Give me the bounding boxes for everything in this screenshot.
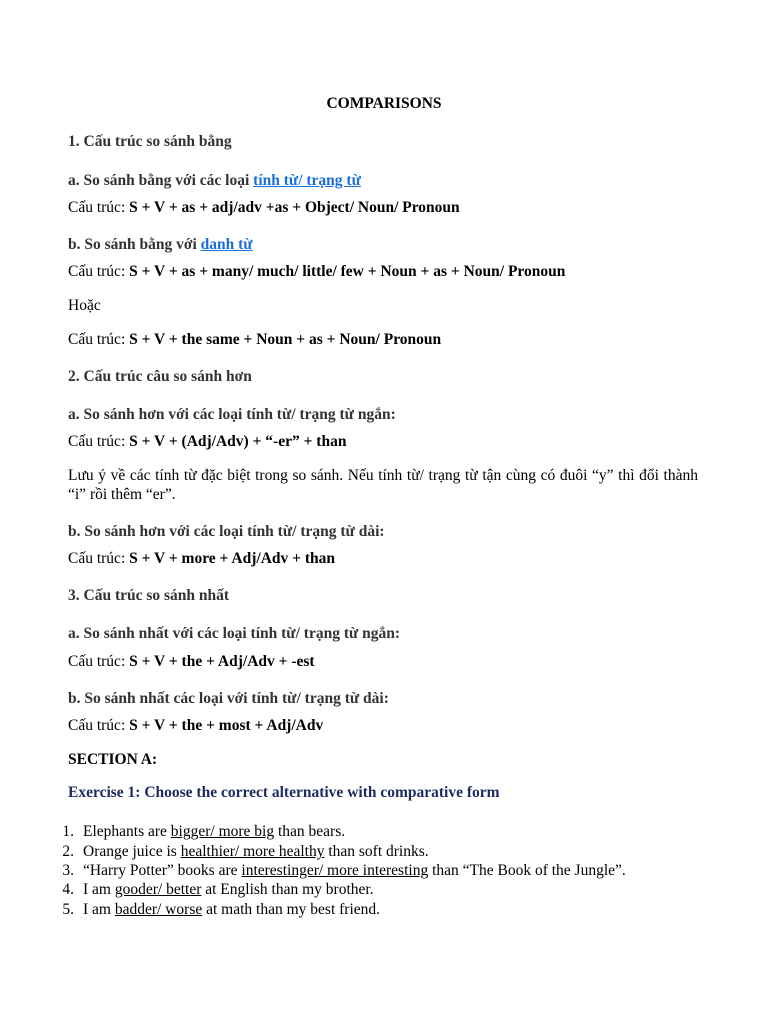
list-item-number: 5. [62, 901, 74, 918]
item-pre: Elephants are [83, 823, 171, 840]
structure-formula: S + V + the + Adj/Adv + -est [129, 653, 315, 670]
structure-2a [68, 432, 346, 451]
structure-label: Cấu trúc: [68, 550, 130, 567]
list-item-number: 2. [62, 843, 74, 860]
section-1-heading: 1. Cấu trúc so sánh bằng [68, 133, 232, 150]
link-trang-tu[interactable]: trạng từ [306, 172, 361, 189]
item-choice: healthier/ more healthy [180, 843, 325, 860]
structure-formula: S + V + as + adj/adv +as + Object/ Noun/ Pronoun [129, 199, 460, 216]
section-3b-heading: b. So sánh nhất các loại với tính từ/ trạng từ dài: [68, 690, 389, 707]
list-item-number: 3. [62, 862, 74, 879]
item-pre: I am [83, 901, 115, 918]
section-3-heading: 3. Cấu trúc so sánh nhất [68, 587, 230, 604]
list-item-text [83, 900, 380, 919]
structure-2b [68, 549, 335, 568]
structure-1a [68, 198, 460, 217]
structure-3b [68, 716, 323, 735]
link-tinh-tu[interactable]: tính từ [253, 172, 299, 189]
structure-label: Cấu trúc: [68, 331, 130, 348]
section-3a-heading: a. So sánh nhất với các loại tính từ/ trạng từ ngắn: [68, 625, 401, 642]
item-choice: gooder/ better [114, 881, 202, 898]
section-2b-heading: b. So sánh hơn với các loại tính từ/ trạng từ dài: [68, 523, 385, 540]
structure-label: Cấu trúc: [68, 433, 130, 450]
structure-1b [68, 262, 565, 281]
item-choice: interestinger/ more interesting [241, 862, 429, 879]
structure-formula: S + V + the + most + Adj/Adv [129, 717, 324, 734]
item-post: than soft drinks. [324, 843, 429, 860]
item-choice: badder/ worse [114, 901, 203, 918]
section-1a-prefix: a. So sánh bằng với các loại [68, 172, 254, 189]
structure-label: Cấu trúc: [68, 653, 130, 670]
list-item-text [83, 880, 374, 899]
structure-formula: S + V + (Adj/Adv) + “-er” + than [129, 433, 347, 450]
section-a-label: SECTION A: [68, 751, 158, 768]
list-item-number: 4. [62, 881, 74, 898]
structure-formula: S + V + the same + Noun + as + Noun/ Pronoun [129, 331, 442, 348]
section-1b-heading [68, 235, 253, 254]
exercise-title: Exercise 1: Choose the correct alternative with comparative form [68, 784, 500, 801]
list-item-text [83, 822, 345, 841]
list-item-text [83, 842, 429, 861]
structure-label: Cấu trúc: [68, 717, 130, 734]
structure-label: Cấu trúc: [68, 199, 130, 216]
note-paragraph: Lưu ý về các tính từ đặc biệt trong so sánh. Nếu tính từ/ trạng từ tận cùng có đuôi “y” thì đổi thành “i” rồi thêm “er”. [68, 467, 698, 503]
list-item-text [83, 861, 626, 880]
structure-label: Cấu trúc: [68, 263, 130, 280]
structure-formula: S + V + more + Adj/Adv + than [129, 550, 335, 567]
or-text: Hoặc [68, 297, 101, 314]
link-danh-tu[interactable]: danh từ [200, 236, 253, 253]
section-2-heading: 2. Cấu trúc câu so sánh hơn [68, 368, 252, 385]
page-title: COMPARISONS [326, 95, 442, 112]
item-pre: “Harry Potter” books are [83, 862, 242, 879]
section-1a-heading [68, 171, 361, 190]
item-pre: Orange juice is [83, 843, 181, 860]
item-pre: I am [83, 881, 115, 898]
structure-1c [68, 330, 441, 349]
item-post: at English than my brother. [201, 881, 374, 898]
item-post: than bears. [274, 823, 346, 840]
section-1b-prefix: b. So sánh bằng với [68, 236, 201, 253]
item-post: than “The Book of the Jungle”. [428, 862, 626, 879]
structure-formula: S + V + as + many/ much/ little/ few + Noun + as + Noun/ Pronoun [129, 263, 566, 280]
item-post: at math than my best friend. [202, 901, 381, 918]
structure-3a [68, 652, 315, 671]
list-item-number: 1. [62, 823, 74, 840]
link-separator: / [298, 172, 307, 189]
section-2a-heading: a. So sánh hơn với các loại tính từ/ trạng từ ngắn: [68, 406, 396, 423]
item-choice: bigger/ more big [170, 823, 275, 840]
